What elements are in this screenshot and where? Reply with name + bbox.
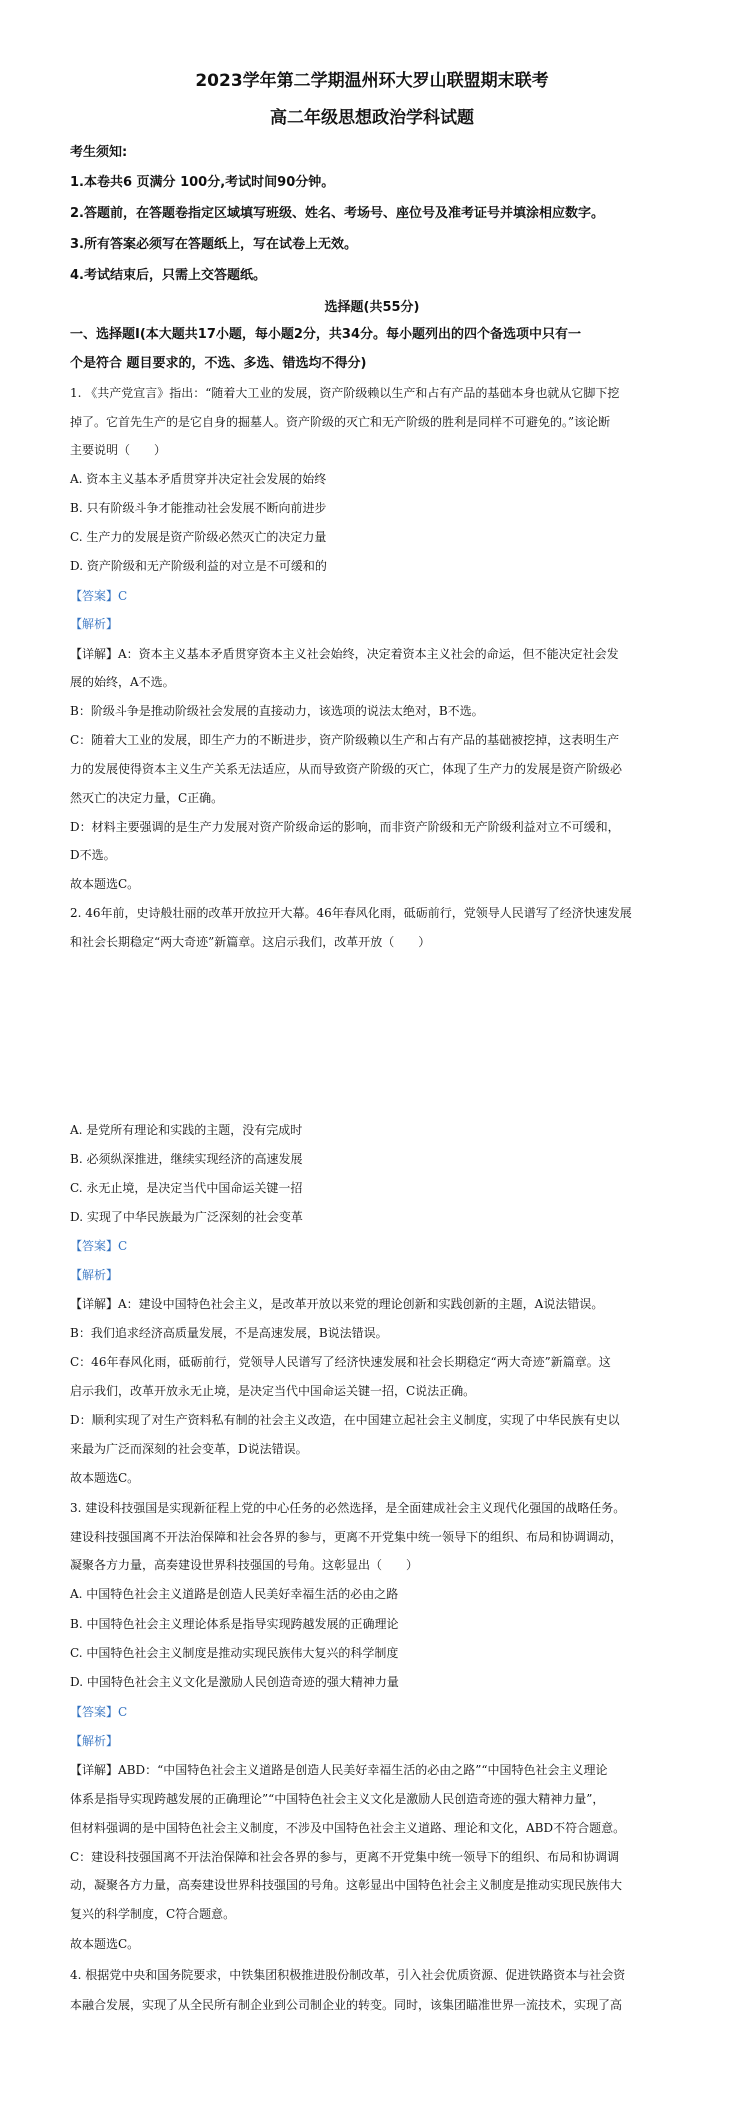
answer-option: C. 中国特色社会主义制度是推动实现民族伟大复兴的科学制度 xyxy=(70,1646,399,1660)
text-line: 但材料强调的是中国特色社会主义制度，不涉及中国特色社会主义道路、理论和文化，ABD不符合题意。 xyxy=(70,1821,626,1835)
question-stem: 2. 46年前，史诗般壮丽的改革开放拉开大幕。46年春风化雨，砥砺前行，党领导人民谱写了经济快速发展 xyxy=(70,906,632,920)
text-line: 来最为广泛而深刻的社会变革，D说法错误。 xyxy=(70,1442,308,1456)
text-line: 主要说明（ ） xyxy=(70,443,167,457)
text-line: 启示我们，改革开放永无止境，是决定当代中国命运关键一招，C说法正确。 xyxy=(70,1384,476,1398)
text-line: 故本题选C。 xyxy=(70,1471,140,1485)
text-line: 建设科技强国离不开法治保障和社会各界的参与，更离不开党集中统一领导下的组织、布局和协调调动， xyxy=(70,1530,623,1544)
text-line: D：材料主要强调的是生产力发展对资产阶级命运的影响，而非资产阶级和无产阶级利益对立不可缓和， xyxy=(70,820,620,834)
text-line: 和社会长期稳定“两大奇迹”新篇章。这启示我们，改革开放（ ） xyxy=(70,935,431,949)
text-line: 复兴的科学制度，C符合题意。 xyxy=(70,1907,236,1921)
notice-heading: 考生须知: xyxy=(70,145,128,160)
answer-option: A. 是党所有理论和实践的主题，没有完成时 xyxy=(70,1123,303,1137)
text-line: 故本题选C。 xyxy=(70,1937,140,1951)
exam-subtitle: 高二年级思想政治学科试题 xyxy=(270,108,474,128)
text-line: B：我们追求经济高质量发展，不是高速发展，B说法错误。 xyxy=(70,1326,388,1340)
text-line: C：46年春风化雨，砥砺前行，党领导人民谱写了经济快速发展和社会长期稳定“两大奇迹”新篇章。这 xyxy=(70,1355,611,1369)
answer-option: D. 资产阶级和无产阶级利益的对立是不可缓和的 xyxy=(70,559,327,573)
text-line: 【详解】A：建设中国特色社会主义，是改革开放以来党的理论创新和实践创新的主题，A说法错误。 xyxy=(70,1297,604,1311)
text-line: 【详解】ABD：“中国特色社会主义道路是创造人民美好幸福生活的必由之路”“中国特色社会主义理论 xyxy=(70,1763,608,1777)
text-line: D：顺利实现了对生产资料私有制的社会主义改造，在中国建立起社会主义制度，实现了中华民族有史以 xyxy=(70,1413,620,1427)
answer-label: 【答案】C xyxy=(70,1239,128,1253)
text-line: 【详解】A：资本主义基本矛盾贯穿资本主义社会始终，决定着资本主义社会的命运，但不能决定社会发 xyxy=(70,647,619,661)
analysis-label: 【解析】 xyxy=(70,1734,119,1748)
notice-item: 4.考试结束后，只需上交答题纸。 xyxy=(70,268,266,283)
section-title: 选择题(共55分) xyxy=(324,300,420,315)
answer-option: B. 只有阶级斗争才能推动社会发展不断向前进步 xyxy=(70,501,327,515)
question-stem: 4. 根据党中央和国务院要求，中铁集团积极推进股份制改革，引入社会优质资源、促进铁路资本与社会资 xyxy=(70,1968,626,1982)
analysis-label: 【解析】 xyxy=(70,617,119,631)
answer-option: C. 生产力的发展是资产阶级必然灭亡的决定力量 xyxy=(70,530,327,544)
answer-option: D. 中国特色社会主义文化是激励人民创造奇迹的强大精神力量 xyxy=(70,1675,399,1689)
answer-option: D. 实现了中华民族最为广泛深刻的社会变革 xyxy=(70,1210,303,1224)
section-instruction: 一、选择题Ⅰ(本大题共17小题，每小题2分，共34分。每小题列出的四个备选项中只有一 xyxy=(70,327,582,342)
text-line: C：随着大工业的发展，即生产力的不断进步，资产阶级赖以生产和占有产品的基础被挖掉，这表明生产 xyxy=(70,733,620,747)
question-stem: 3. 建设科技强国是实现新征程上党的中心任务的必然选择，是全面建成社会主义现代化强国的战略任务。 xyxy=(70,1501,626,1515)
text-line: 动，凝聚各方力量，高奏建设世界科技强国的号角。这彰显出中国特色社会主义制度是推动实现民族伟大 xyxy=(70,1878,623,1892)
section-instruction: 个是符合 题目要求的，不选、多选、错选均不得分) xyxy=(70,356,367,371)
answer-option: A. 中国特色社会主义道路是创造人民美好幸福生活的必由之路 xyxy=(70,1587,399,1601)
text-line: 掉了。它首先生产的是它自身的掘墓人。资产阶级的灭亡和无产阶级的胜利是同样不可避免的。”该论断 xyxy=(70,415,611,429)
answer-label: 【答案】C xyxy=(70,1705,128,1719)
text-line: 凝聚各方力量，高奏建设世界科技强国的号角。这彰显出（ ） xyxy=(70,1558,419,1572)
exam-title: 2023学年第二学期温州环大罗山联盟期末联考 xyxy=(195,71,549,91)
text-line: 然灭亡的决定力量，C正确。 xyxy=(70,791,224,805)
text-line: 体系是指导实现跨越发展的正确理论”“中国特色社会主义文化是激励人民创造奇迹的强大精神力量”， xyxy=(70,1792,605,1806)
analysis-label: 【解析】 xyxy=(70,1268,119,1282)
answer-option: B. 必须纵深推进，继续实现经济的高速发展 xyxy=(70,1152,303,1166)
text-line: D不选。 xyxy=(70,848,116,862)
answer-option: C. 永无止境，是决定当代中国命运关键一招 xyxy=(70,1181,303,1195)
text-line: 故本题选C。 xyxy=(70,877,140,891)
answer-label: 【答案】C xyxy=(70,589,128,603)
notice-item: 2.答题前，在答题卷指定区域填写班级、姓名、考场号、座位号及准考证号并填涂相应数字。 xyxy=(70,206,604,221)
notice-item: 1.本卷共6 页满分 100分,考试时间90分钟。 xyxy=(70,175,335,190)
text-line: 展的始终，A不选。 xyxy=(70,675,175,689)
answer-option: B. 中国特色社会主义理论体系是指导实现跨越发展的正确理论 xyxy=(70,1617,399,1631)
question-stem: 1. 《共产党宣言》指出：“随着大工业的发展，资产阶级赖以生产和占有产品的基础本身也就从它脚下挖 xyxy=(70,386,620,400)
notice-item: 3.所有答案必须写在答题纸上，写在试卷上无效。 xyxy=(70,237,357,252)
text-line: 力的发展使得资本主义生产关系无法适应，从而导致资产阶级的灭亡，体现了生产力的发展是资产阶级必 xyxy=(70,762,623,776)
answer-option: A. 资本主义基本矛盾贯穿并决定社会发展的始终 xyxy=(70,472,327,486)
text-line: B：阶级斗争是推动阶级社会发展的直接动力，该选项的说法太绝对，B不选。 xyxy=(70,704,484,718)
text-line: C：建设科技强国离不开法治保障和社会各界的参与，更离不开党集中统一领导下的组织、布局和协调调 xyxy=(70,1850,620,1864)
text-line: 本融合发展，实现了从全民所有制企业到公司制企业的转变。同时，该集团瞄准世界一流技术，实现了高 xyxy=(70,1998,623,2012)
